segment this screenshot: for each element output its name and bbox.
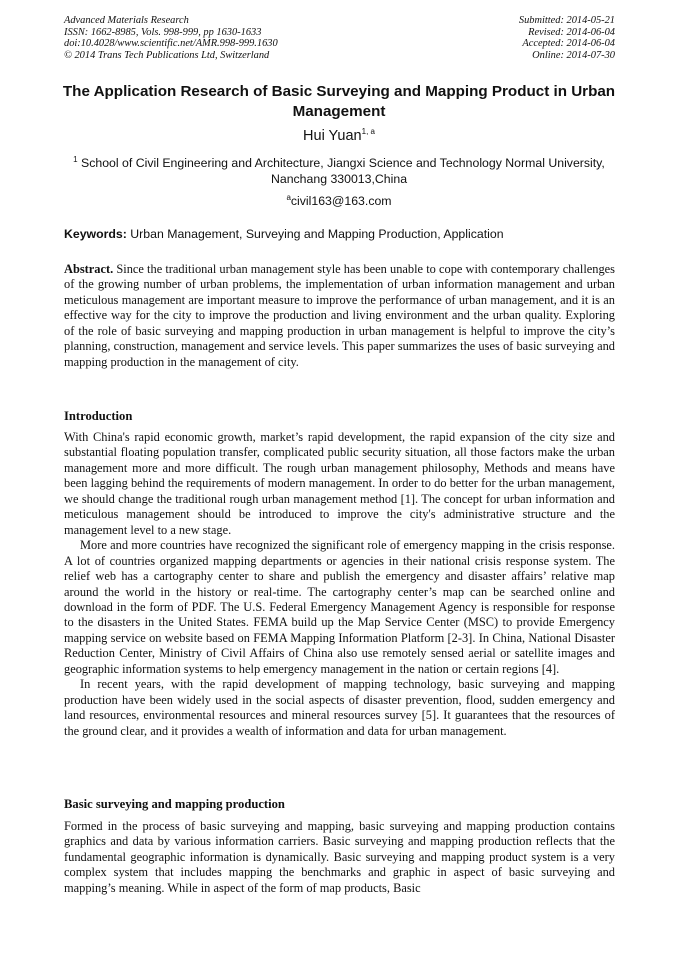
date-accepted: Accepted: 2014-06-04 [522,38,615,50]
date-submitted: Submitted: 2014-05-21 [518,15,615,26]
keywords [64,226,624,242]
journal-info [64,15,278,62]
affiliation-sup: 1 [73,154,78,164]
date-revised: Revised: 2014-06-04 [528,26,615,38]
author-email [0,193,678,209]
keywords-label: Keywords: [64,227,127,241]
affiliation-text: School of Civil Engineering and Architecture, Jiangxi Science and Technology Normal University, Nanchang 330013,China [81,156,605,186]
email-text: civil163@163.com [290,194,392,208]
journal-issn: ISSN: 1662-8985, Vols. 998-999, pp 1630-1633 [64,26,262,38]
introduction-body [64,430,615,739]
intro-paragraph-3: In recent years, with the rapid development of mapping technology, basic surveying and mapping production have been widely used in the social aspects of disaster prevention, flood, sudden emergency and land resources, environmental resources and mineral resources survey [5]. It guarantees that the resources of the ground clear, and it provides a wealth of information and data for urban management. [64,677,615,738]
journal-copyright: © 2014 Trans Tech Publications Ltd, Switzerland [64,50,270,62]
journal-name: Advanced Materials Research [64,15,189,26]
intro-paragraph-1: With China's rapid economic growth, market’s rapid development, the rapid expansion of the city size and substantial floating population transfer, complicated public security situation, all those factors make the urban management more and more difficult. The rough urban management philosophy, Methods and means have been lagging behind the requirements of modern management. In order to do better for the urban management, we should change the traditional rough urban management method [1]. The concept for urban information and meticulous management should be introduced to improve the city's administrative structure and the management level to a new stage. [64,430,615,537]
abstract [64,262,615,370]
abstract-text: Since the traditional urban management style has been unable to cope with contemporary challenges of the growing number of urban problems, the implementation of urban information management and urban meticulous management are important measure to improve the performance of urban management, and it is an effective way for the city to improve the production and living environment and the urban quality. Exploring of the role of basic surveying and mapping production in urban management is helpful to improve the city’s planning, construction, management and service levels. This paper summarizes the uses of basic surveying and mapping production in the management of city. [64,262,615,369]
abstract-label: Abstract. [64,262,114,276]
submission-dates [519,15,615,62]
date-online: Online: 2014-07-30 [532,50,615,62]
journal-doi: doi:10.4028/www.scientific.net/AMR.998-999.1630 [64,38,278,50]
keywords-text: Urban Management, Surveying and Mapping Production, Application [130,227,504,241]
basic-paragraph-1: Formed in the process of basic surveying and mapping, basic surveying and mapping production contains graphics and data by various information carriers. Basic surveying and mapping production reflects that the fundamental geographic information is dynamically. Basic surveying and mapping product system is a very complex system that includes mapping the benchmarks and graphic in aspect of basic surveying and mapping’s meaning. While in aspect of the form of map products, Basic [64,819,615,895]
introduction-heading: Introduction [64,409,133,423]
paper-title: The Application Research of Basic Surveying and Mapping Product in Urban Management [62,83,616,120]
email-sup: a [286,192,291,202]
basic-section-heading: Basic surveying and mapping production [64,797,285,811]
author-sup: 1, a [361,127,375,137]
author-name: Hui Yuan [303,128,362,144]
author [0,127,678,145]
intro-paragraph-2: More and more countries have recognized the significant role of emergency mapping in the crisis response. A lot of countries organized mapping departments or agencies in their national crisis response system. The relief web has a cartography center to share and publish the emergency and disaster affairs’ relative map around the world in the history or real-time. The cartography center’s map can be searched online and download in the form of PDF. The U.S. Federal Emergency Management Agency is responsible for response to the disasters in the United States. FEMA build up the Map Service Center (MSC) to provide Emergency mapping service on website based on FEMA Mapping Information Platform [2-3]. In China, National Disaster Reduction Center, Ministry of Civil Affairs of China also use remotely sensed aerial or satellite images and geographic information systems to help emergency management in the nation or certain regions [4]. [64,538,615,676]
affiliation [62,155,616,187]
basic-section-body [64,819,615,896]
